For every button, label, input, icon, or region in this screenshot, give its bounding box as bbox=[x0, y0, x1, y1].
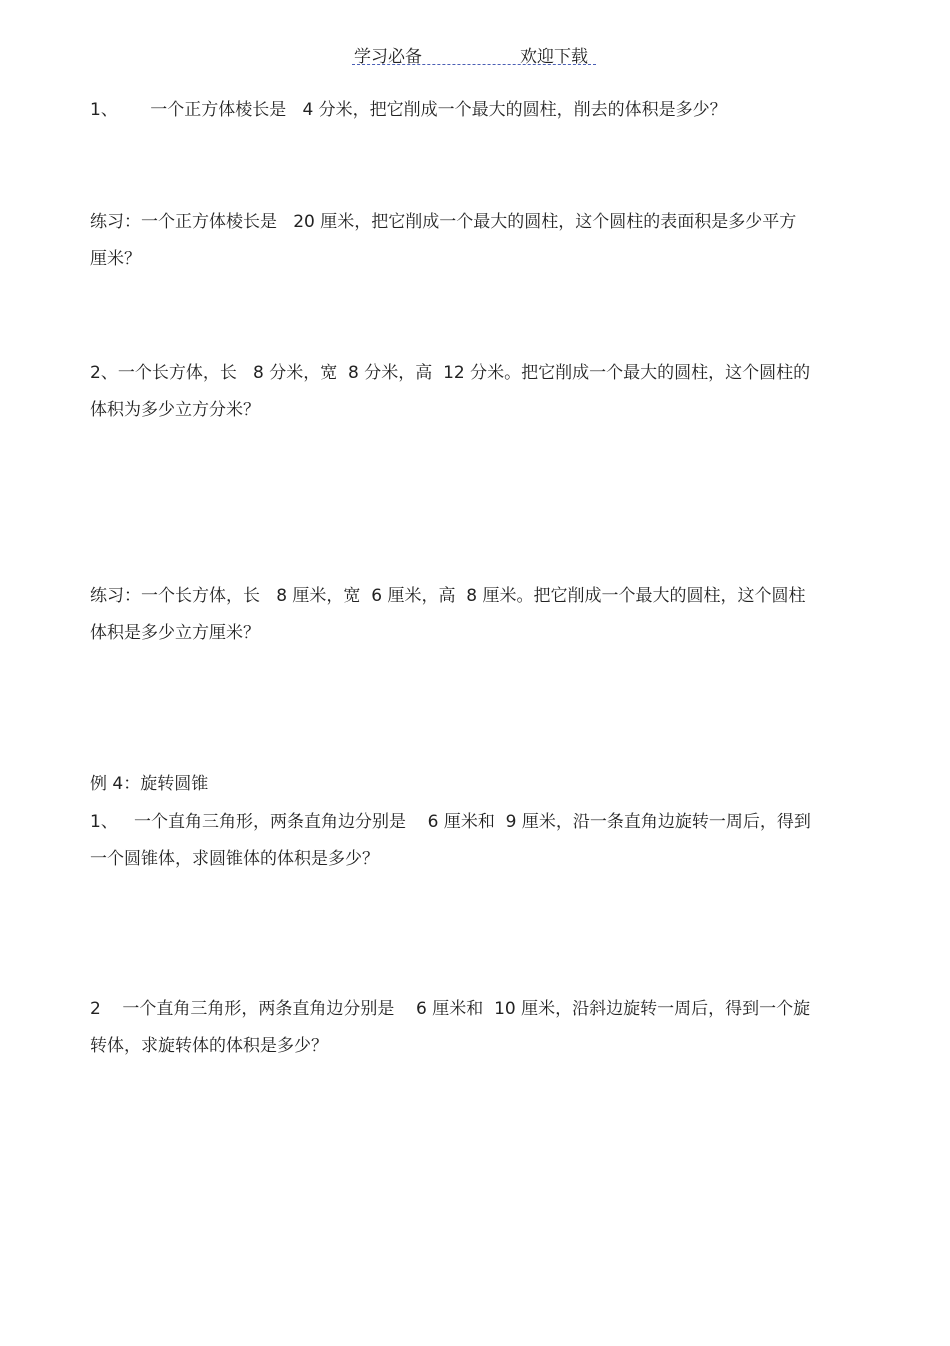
header-dashed-underline bbox=[352, 64, 596, 65]
question-1-line-1: 1、 一个正方体棱长是 4 分米，把它削成一个最大的圆柱，削去的体积是多少？ bbox=[90, 100, 727, 120]
example-4-q1-line-1: 1、 一个直角三角形，两条直角边分别是 6 厘米和 9 厘米，沿一条直角边旋转一周后，得到 bbox=[90, 812, 811, 832]
example-4-q1-line-2: 一个圆锥体，求圆锥体的体积是多少？ bbox=[90, 849, 379, 869]
practice-2-line-1: 练习：一个长方体，长 8 厘米，宽 6 厘米，高 8 厘米。把它削成一个最大的圆柱，这个圆柱 bbox=[90, 586, 806, 606]
practice-2-line-2: 体积是多少立方厘米？ bbox=[90, 623, 260, 643]
practice-1-line-1: 练习：一个正方体棱长是 20 厘米，把它削成一个最大的圆柱，这个圆柱的表面积是多少平方 bbox=[90, 212, 797, 232]
question-2-line-1: 2、一个长方体，长 8 分米，宽 8 分米，高 12 分米。把它削成一个最大的圆柱，这个圆柱的 bbox=[90, 363, 811, 383]
practice-1-line-2: 厘米？ bbox=[90, 249, 141, 269]
example-4-q2-line-2: 转体，求旋转体的体积是多少？ bbox=[90, 1036, 328, 1056]
page-header bbox=[352, 40, 596, 68]
example-4-q2-line-1: 2 一个直角三角形，两条直角边分别是 6 厘米和 10 厘米，沿斜边旋转一周后，得到一个旋 bbox=[90, 999, 811, 1019]
question-2-line-2: 体积为多少立方分米？ bbox=[90, 400, 260, 420]
header-left-text: 学习必备 bbox=[354, 47, 422, 67]
header-right-text: 欢迎下载 bbox=[520, 47, 588, 67]
example-4-heading: 例 4：旋转圆锥 bbox=[90, 774, 209, 794]
